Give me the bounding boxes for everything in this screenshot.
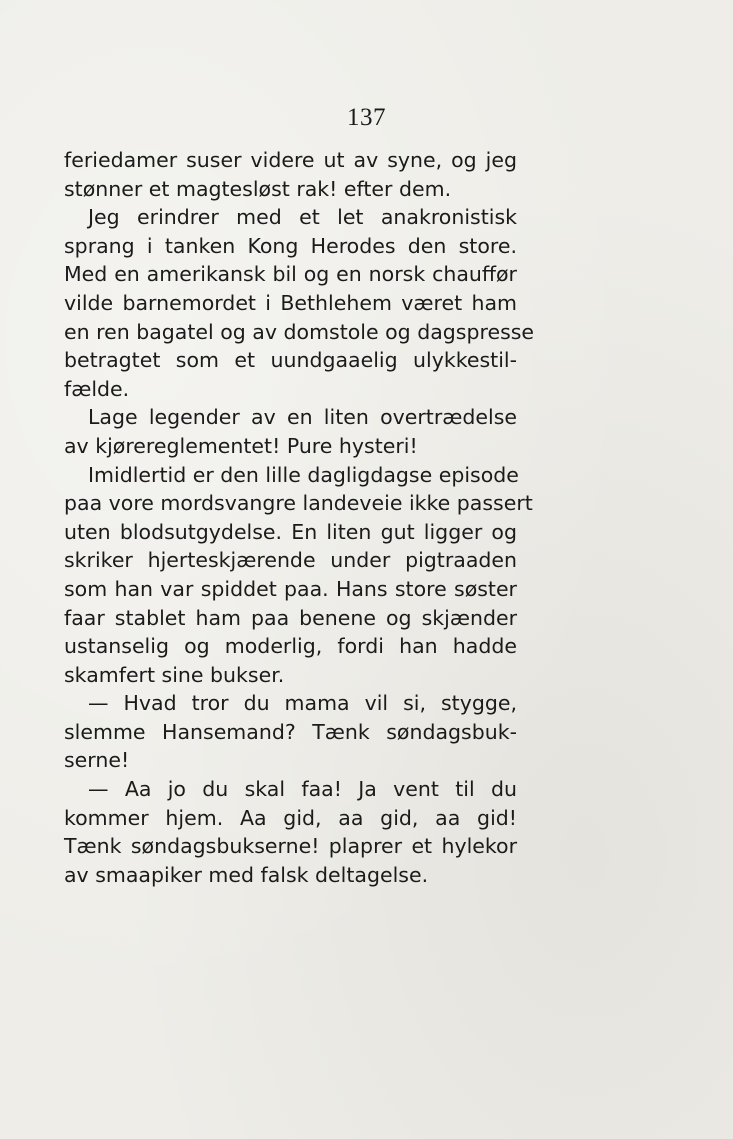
body-text <box>64 146 535 889</box>
text-line: skriker hjerteskjærende under pigtraaden <box>64 548 517 573</box>
text-line: faar stablet ham paa benene og skjænder <box>64 605 517 630</box>
page-number: 137 <box>347 104 386 131</box>
text-line: skamfert sine bukser. <box>64 662 285 687</box>
text-line: vilde barnemordet i Bethlehem været ham <box>64 290 517 315</box>
text-line: Jeg erindrer med et let anakronistisk <box>88 205 517 230</box>
text-line: en ren bagatel og av domstole og dagspresse <box>64 319 535 344</box>
text-line: av kjørereglementet! Pure hysteri! <box>64 433 418 458</box>
text-line: — Aa jo du skal faa! Ja vent til du <box>88 777 517 802</box>
text-line: stønner et magtesløst rak! efter dem. <box>64 176 452 201</box>
text-line: av smaapiker med falsk deltagelse. <box>64 862 429 887</box>
text-line: fælde. <box>64 376 130 401</box>
text-line: uten blodsutgydelse. En liten gut ligger og <box>64 519 517 544</box>
text-line: feriedamer suser videre ut av syne, og jeg <box>64 148 517 172</box>
text-line: paa vore mordsvangre landeveie ikke passert <box>64 491 533 516</box>
text-line: — Hvad tror du mama vil si, stygge, <box>88 691 517 716</box>
text-line: betragtet som et uundgaaelig ulykkestil- <box>64 348 517 373</box>
text-line: serne! <box>64 748 130 773</box>
text-line: kommer hjem. Aa gid, aa gid, aa gid! <box>64 805 517 830</box>
text-line: sprang i tanken Kong Herodes den store. <box>64 233 517 258</box>
text-line: som han var spiddet paa. Hans store søster <box>64 576 517 601</box>
text-line: ustanselig og moderlig, fordi han hadde <box>64 634 517 659</box>
text-line: Lage legender av en liten overtrædelse <box>88 405 517 430</box>
text-line: slemme Hansemand? Tænk søndagsbuk- <box>64 719 517 744</box>
text-line: Tænk søndagsbukserne! plaprer et hylekor <box>64 834 517 859</box>
text-line: Imidlertid er den lille dagligdagse episode <box>88 462 519 487</box>
text-line: Med en amerikansk bil og en norsk chauffør <box>64 262 517 287</box>
